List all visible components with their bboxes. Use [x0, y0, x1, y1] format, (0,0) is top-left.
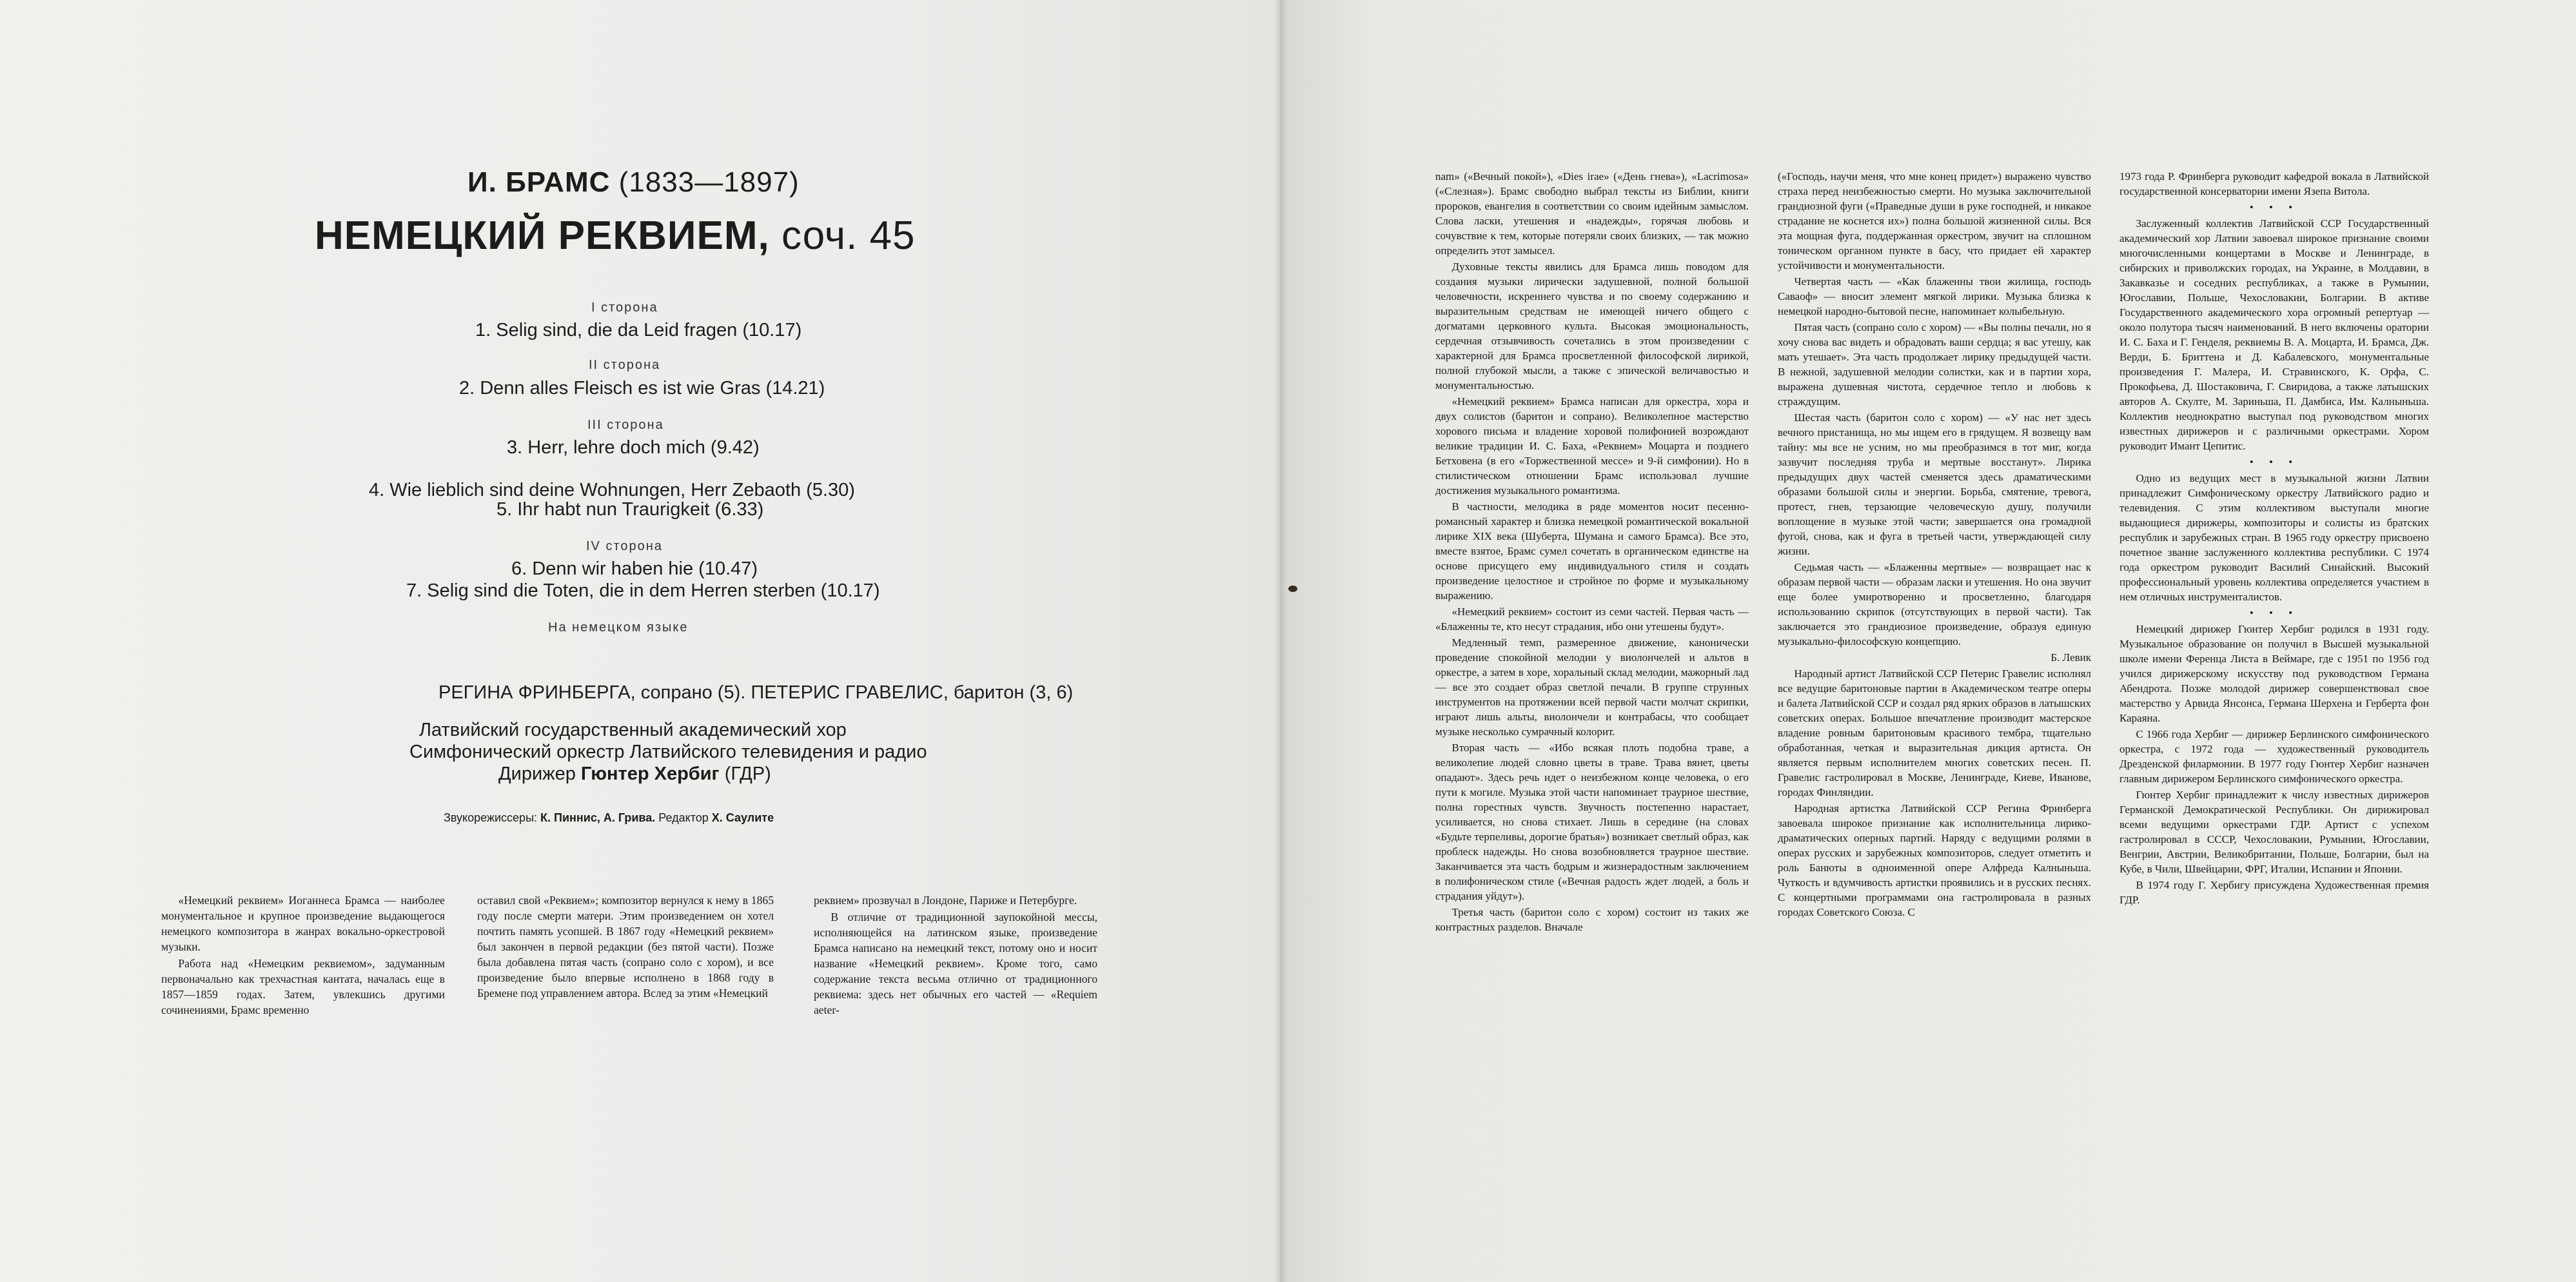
soloists-line: РЕГИНА ФРИНБЕРГА, сопрано (5). ПЕТЕРИС ГРАВЕЛИС, баритон (3, 6): [438, 682, 1074, 703]
article-paragraph: Духовные тексты явились для Брамса лишь поводом для создания музыки лирически задушевной, полной большой человечности, искреннего чувства и по своему содержанию и выразительным средствам не имеющей ничего общего с догматами церковного культа. Высокая эмоциональность, сердечная отзывчивость сочетались в этом произведении с характерной для Брамса просветленной философской лирикой, полной глубокой мысли, а также с эпической величавостью и монументальностью.: [1435, 261, 1749, 391]
side-label: IV сторона: [586, 539, 663, 553]
article-column-1: [1435, 169, 1749, 936]
track-item: 3. Herr, lehre doch mich (9.42): [507, 437, 760, 458]
article-paragraph: «Немецкий реквием» состоит из семи частей. Первая часть — «Блаженны те, кто несут страдания, ибо они утешены будут».: [1435, 606, 1749, 633]
credits-line: [444, 811, 774, 825]
section-divider: • • •: [2249, 607, 2299, 619]
article-paragraph: Третья часть (баритон соло с хором) состоит из таких же контрастных разделов. Вначале: [1435, 906, 1749, 933]
article-paragraph: («Господь, научи меня, что мне конец придет») выражено чувство страха перед неизбежностью смерти. Но музыка заключительной грандиозной фуги («Праведные души в руке господней, и никакое страдание не коснется их») полна большой жизненной силы. Вся эта мощная фуга, поддержанная оркестром, звучит на сплошном тоническом органном пункте в басу, что придает ей характер устойчивости и монументальности.: [1778, 170, 2091, 271]
article-paragraph: 1973 года Р. Фринберга руководит кафедрой вокала в Латвийской государственной консерватории имени Язепа Витола.: [2119, 170, 2429, 197]
article-paragraph: Седьмая часть — «Блаженны мертвые» — возвращает нас к образам первой части — образам ласки и утешения. Но она звучит еще более умиротворенно и просветленно, благодаря использованию скрипок (отсутствующих в первой части). Так заключается это грандиозное произведение, образуя единую музыкально-философскую концепцию.: [1778, 561, 2091, 647]
article-column-3: [2119, 169, 2429, 909]
section-divider: • • •: [2249, 201, 2299, 213]
orchestra-line: Симфонический оркестр Латвийского телевидения и радио: [409, 742, 927, 762]
article-paragraph: Вторая часть — «Ибо всякая плоть подобна траве, а великолепие людей словно цветы в траве. Трава вянет, цветы опадают». Здесь речь идет о неизбежном конце человека, о его пути к могиле. Музыка этой части напоминает траурное шествие, полна горестных чувств. Звучность постепенно нарастает, усиливается, но снова стихает. Лишь в середине (на словах «Будьте терпеливы, дорогие братья») возникает светлый образ, как проблеск надежды. Но снова возобновляется траурное шествие. Заканчивается эта часть бодрым и жизнерадостным заключением в полифоническом стиле («Вечная радость ждет людей, а боль и страдания уйдут»).: [1435, 742, 1749, 902]
title-text: НЕМЕЦКИЙ РЕКВИЕМ,: [315, 213, 770, 258]
article-paragraph: Народная артистка Латвийской ССР Регина Фринберга завоевала широкое признание как исполнительница лирико-драматических оперных партий. Наряду с ведущими ролями в операх русских и зарубежных композиторов, следует отметить и роль Банюты в одноименной опере Алфреда Калныньша. Чуткость и вдумчивость артистки проявились и в русских песнях. С концертными программами она гастролировала в разных городах Советского Союза. С: [1778, 802, 2091, 918]
article-paragraph: Заслуженный коллектив Латвийской ССР Государственный академический хор Латвии завоевал широкое признание своими многочисленными концертами в Москве и Ленинграде, в сибирских и приволжских городах, на Украине, в Молдавии, в Закавказье и соседних республиках, а также в Румынии, Югославии, Польше, Чехословакии, Болгарии. В активе Государственного академического хора огромный репертуар — около полутора тысяч наименований. В него включены оратории И. С. Баха и Г. Генделя, реквиемы В. А. Моцарта, И. Брамса, Дж. Верди, Б. Бриттена и Д. Кабалевского, монументальные произведения Г. Малера, И. Стравинского, К. Орфа, С. Прокофьева, Д. Шостаковича, Г. Свиридова, а также латышских авторов А. Скулте, М. Зариньша, П. Дамбиса, Им. Калныньша. Коллектив неоднократно выступал под руководством многих известных дирижеров и с различными оркестрами. Хором руководит Имант Цепитис.: [2119, 217, 2429, 452]
article-paragraph: Медленный темп, размеренное движение, канонически проведение спокойной мелодии у виолончелей и альтов в оркестре, а затем в хоре, хоральный склад мелодии, мажорный лад — все это создает образ светлой печали. В группе струнных инструментов на протяжении всей первой части молчат скрипки, играют лишь альты, виолончели и контрабасы, что сообщает музыке несколько сумрачный колорит.: [1435, 636, 1749, 738]
track-item: 5. Ihr habt nun Traurigkeit (6.33): [497, 499, 764, 520]
article-paragraph: В 1974 году Г. Хербигу присуждена Художественная премия ГДР.: [2119, 879, 2429, 906]
stain-mark: [1288, 586, 1297, 592]
conductor-suffix: (ГДР): [724, 764, 771, 784]
article-paragraph: Пятая часть (сопрано соло с хором) — «Вы полны печали, но я хочу снова вас видеть и обрадовать ваши сердца; я вас утешу, как мать утешает». Эта часть продолжает лирику предыдущей части. В нежной, задушевной мелодии солистки, как и в партии хора, выражена душевная чистота, сердечное тепло и любовь к страждущим.: [1778, 321, 2091, 408]
article-paragraph: Гюнтер Хербиг принадлежит к числу известных дирижеров Германской Демократической Республики. Он дирижировал всеми ведущими оркестрами ГДР. Артист с успехом гастролировал в СССР, Чехословакии, Румынии, Югославии, Венгрии, Австрии, Великобритании, Польше, Болгарии, был на Кубе, в Чили, Швейцарии, ФРГ, Италии, Испании и Японии.: [2119, 789, 2429, 875]
author-signature: Б. Левик: [2050, 651, 2091, 664]
notes-column-left: [161, 892, 445, 1019]
section-divider: • • •: [2249, 456, 2299, 468]
composer-name: И. БРАМС: [467, 166, 611, 198]
engineers-label: Звукорежиссеры:: [444, 811, 538, 824]
article-paragraph: Народный артист Латвийской ССР Петерис Гравелис исполнял все ведущие баритоновые партии в Академическом театре оперы и балета Латвийской ССР и создал ряд ярких образов в латышских советских операх. Большое впечатление производит мастерское владение ровным баритоновым красивого тембра, тщательно обработанная, четкая и выразительная дикция артиста. Он является первым исполнителем многих советских песен. П. Гравелис гастролировал в Москве, Ленинграде, Киеве, Иванове, городах Финляндии.: [1778, 667, 2091, 798]
article-paragraph: С 1966 года Хербиг — дирижер Берлинского симфонического оркестра, с 1972 года — художественный руководитель Дрезденской филармонии. В 1977 году Гюнтер Хербиг назначен главным дирижером Берлинского симфонического оркестра.: [2119, 728, 2429, 785]
center-fold: [1273, 0, 1288, 1282]
article-paragraph: Шестая часть (баритон соло с хором) — «У нас нет здесь вечного пристанища, но мы ищем его в грядущем. Я возвещу вам тайну: мы все не усним, но мы преобразимся в тот миг, когда зазвучит последняя труба и мертвые восстанут». Лирика предыдущих двух частей сменяется здесь драматическими образами большой силы и энергии. Борьба, смятение, тревога, протест, гнев, терзающие человеческую душу, получили воплощение в музыке этой части; завершается она громадной фугой, снова, как и фуга в третьей части, утверждающей силу жизни.: [1778, 411, 2091, 557]
side-label: III сторона: [587, 418, 664, 432]
editor-name: Х. Саулите: [711, 811, 774, 824]
side-label: I сторона: [591, 301, 658, 315]
conductor-line: [498, 764, 771, 785]
editor-label: Редактор: [658, 811, 709, 824]
engineers-names: К. Пиннис, А. Грива.: [540, 811, 656, 824]
work-title: [315, 213, 916, 259]
notes-column-middle: [477, 892, 774, 1002]
choir-line: Латвийский государственный академический хор: [419, 720, 847, 740]
article-paragraph: Четвертая часть — «Как блаженны твои жилища, господь Саваоф» — вносит элемент мягкой лирики. Музыка близка к немецкой народно-бытовой песне, напоминает колыбельную.: [1778, 275, 2091, 317]
composer-years: (1833—1897): [618, 166, 800, 198]
opus-number: соч. 45: [781, 213, 916, 258]
conductor-name: Гюнтер Хербиг: [580, 764, 720, 784]
composer-heading: [467, 166, 800, 199]
note-paragraph: В отличие от традиционной заупокойной мессы, исполняющейся на латинском языке, произведение Брамса написано на немецкий текст, потому оно и носит название «Немецкий реквием». Кроме того, само содержание текста весьма отлично от традиционного реквиема: здесь нет обычных его частей — «Requiem aeter-: [814, 911, 1097, 1016]
note-paragraph: «Немецкий реквием» Иоганнеса Брамса — наиболее монументальное и крупное произведение выдающегося немецкого композитора в жанрах вокально-оркестровой музыки.: [161, 894, 445, 953]
track-item: 6. Denn wir haben hie (10.47): [511, 558, 758, 579]
note-paragraph: Работа над «Немецким реквиемом», задуманным первоначально как трехчастная кантата, началась еще в 1857—1859 годах. Затем, увлекшись другими сочинениями, Брамс временно: [161, 957, 445, 1016]
notes-column-right: [814, 892, 1097, 1019]
language-note: На немецком языке: [548, 620, 689, 635]
article-paragraph: В частности, мелодика в ряде моментов носит песенно-романсный характер и близка немецкой романтической вокальной лирике XIX века (Шуберта, Шумана и самого Брамса). Все это, вместе взятое, Брамс сумел сочетать в органическом единстве на основе присущего ему индивидуального стиля и создать произведение целостное и стройное по форме и музыкальному выражению.: [1435, 500, 1749, 602]
conductor-prefix: Дирижер: [498, 764, 576, 784]
article-column-2: [1778, 169, 2091, 921]
track-item: 1. Selig sind, die da Leid fragen (10.17): [475, 320, 802, 340]
article-paragraph: «Немецкий реквием» Брамса написан для оркестра, хора и двух солистов (баритон и сопрано). Великолепное мастерство хорового письма и владение хоровой полифонией возрождают великие традиции И. С. Баха, «Реквием» Моцарта и позднего Бетховена (в его «Торжественной мессе» и 9-й симфонии). Но в стилистическом отношении Брамс использовал лучшие достижения музыкального романтизма.: [1435, 395, 1749, 497]
track-item: 7. Selig sind die Toten, die in dem Herren sterben (10.17): [406, 580, 880, 601]
note-paragraph: оставил свой «Реквием»; композитор вернулся к нему в 1865 году после смерти матери. Этим произведением он хотел почтить память усопшей. В 1867 году «Немецкий реквием» был закончен в первой редакции (без пятой части). Позже была добавлена пятая часть (сопрано соло с хором), и все произведение было впервые исполнено в 1868 году в Бремене под управлением автора. Вслед за этим «Немецкий: [477, 894, 774, 1000]
side-label: II сторона: [589, 358, 661, 372]
track-item: 4. Wie lieblich sind deine Wohnungen, Herr Zebaoth (5.30): [369, 480, 855, 500]
track-item: 2. Denn alles Fleisch es ist wie Gras (14.21): [459, 378, 825, 399]
article-paragraph: Немецкий дирижер Гюнтер Хербиг родился в 1931 году. Музыкальное образование он получил в Высшей музыкальной школе имени Ференца Листа в Веймаре, где с 1951 по 1956 год учился дирижерскому искусству под руководством Германа Абендрота. Позже молодой дирижер совершенствовал свое мастерство у Арвида Янсонса, Германа Шерхена и Герберта фон Караяна.: [2119, 623, 2429, 724]
article-paragraph: nam» («Вечный покой»), «Dies irae» («День гнева»), «Lacrimosa» («Слезная»). Брамс свободно выбрал тексты из Библии, книги пророков, евангелия в соответствии со своим идейным замыслом. Слова ласки, утешения и «надежды», горячая любовь и сочувствие к тем, которые потеряли своих близких, — так можно определить этот замысел.: [1435, 170, 1749, 257]
note-paragraph: реквием» прозвучал в Лондоне, Париже и Петербурге.: [814, 894, 1077, 907]
article-paragraph: Одно из ведущих мест в музыкальной жизни Латвии принадлежит Симфоническому оркестру Латвийского радио и телевидения. С этим коллективом выступали многие выдающиеся дирижеры, композиторы и солисты из братских республик и зарубежных стран. В 1965 году оркестру присвоено почетное звание заслуженного коллектива республики. С 1974 года оркестром руководит Василий Синайский. Высокий профессиональный уровень коллектива определяется участием в нем отличных инструменталистов.: [2119, 472, 2429, 603]
